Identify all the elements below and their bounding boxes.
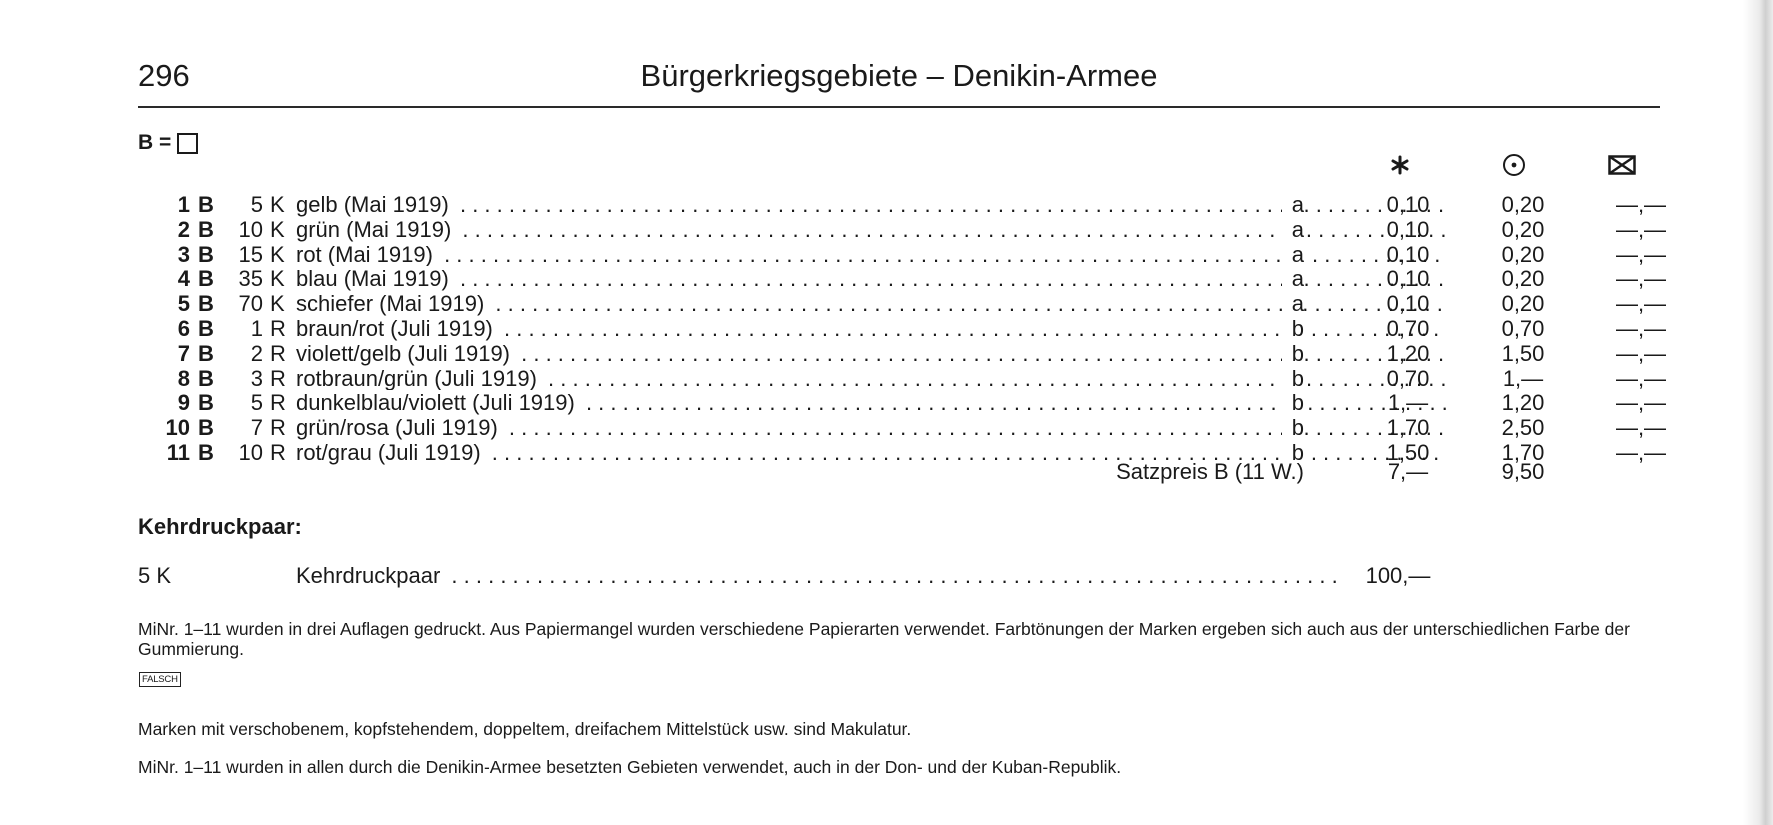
- stamp-suffix: B: [198, 216, 214, 242]
- stamp-row: [138, 316, 1667, 341]
- stamp-row: [138, 291, 1667, 317]
- price-on-cover: —,—: [1615, 440, 1667, 465]
- stamp-description: blau (Mai 1919) . . .: [296, 266, 1446, 291]
- stamp-suffix: B: [198, 415, 214, 441]
- stamp-face-value: 1: [250, 316, 263, 341]
- note-makulatur: Marken mit verschobenem, kopfstehendem, doppeltem, dreifachem Mittelstück usw. sind Makulatur.: [138, 719, 912, 739]
- stamp-field-type: a: [1282, 266, 1304, 291]
- page-header: [138, 52, 1660, 108]
- price-on-cover: —,—: [1615, 291, 1667, 317]
- falsch-badge: FALSCH: [139, 672, 181, 687]
- stamp-face-value: 35: [238, 266, 263, 292]
- stamp-number: 4: [177, 266, 190, 292]
- stamp-row: [138, 241, 1667, 267]
- stamp-suffix: B: [198, 340, 214, 366]
- price-unused: 1,—: [1387, 390, 1429, 416]
- price-unused: 1,50: [1386, 440, 1430, 465]
- stamp-field-type: b: [1282, 415, 1304, 440]
- set-price-used: 9,50: [1501, 459, 1545, 484]
- stamp-number: 3: [177, 241, 190, 267]
- stamp-field-type: b: [1282, 390, 1304, 415]
- stamp-suffix: B: [198, 291, 214, 317]
- stamp-description: rot/grau (Juli 1919) . . .: [296, 440, 1446, 465]
- stamp-suffix: B: [198, 390, 214, 416]
- price-used: 0,70: [1501, 316, 1545, 341]
- legend: [138, 131, 198, 155]
- price-unused: 0,10: [1386, 291, 1430, 317]
- stamp-currency: K: [270, 291, 285, 317]
- stamp-number: 9: [177, 390, 190, 416]
- stamp-number: 6: [177, 316, 190, 341]
- price-on-cover: —,—: [1615, 192, 1667, 217]
- price-unused: 1,70: [1386, 415, 1430, 441]
- stamp-currency: R: [270, 440, 286, 465]
- kehrdruck-heading: Kehrdruckpaar:: [138, 514, 302, 539]
- price-on-cover: —,—: [1615, 216, 1667, 242]
- price-used: 1,—: [1502, 365, 1544, 391]
- stamp-number: 10: [165, 415, 190, 441]
- stamp-description: braun/rot (Juli 1919) . . .: [296, 316, 1446, 341]
- stamp-currency: K: [270, 266, 285, 292]
- stamp-row: [138, 340, 1667, 366]
- stamp-description: rotbraun/grün (Juli 1919) . . .: [296, 366, 1446, 391]
- stamp-field-type: a: [1282, 217, 1304, 242]
- stamp-description: schiefer (Mai 1919) . . .: [296, 291, 1446, 316]
- stamp-suffix: B: [198, 192, 214, 217]
- stamp-field-type: b: [1282, 440, 1304, 465]
- stamp-face-value: 5: [250, 390, 263, 416]
- set-price-unused: 7,—: [1387, 459, 1429, 484]
- star-icon: [1380, 150, 1420, 180]
- stamp-row: [138, 390, 1667, 416]
- stamp-face-value: 10: [238, 216, 263, 242]
- price-on-cover: —,—: [1615, 390, 1667, 416]
- price-on-cover: —,—: [1615, 266, 1667, 292]
- price-used: 0,20: [1501, 192, 1545, 217]
- stamp-face-value: 3: [250, 365, 263, 391]
- stamp-number: 11: [166, 440, 190, 465]
- stamp-suffix: B: [198, 241, 214, 267]
- price-unused: 0,10: [1386, 241, 1430, 267]
- stamp-face-value: 15: [238, 241, 263, 267]
- stamp-field-type: b: [1282, 316, 1304, 341]
- stamp-field-type: a: [1282, 242, 1304, 267]
- kehrdruck-value: 5 K: [138, 563, 172, 588]
- stamp-row: [138, 192, 1667, 217]
- stamp-number: 7: [177, 340, 190, 366]
- stamp-face-value: 5: [250, 192, 263, 217]
- price-unused: 1,20: [1386, 340, 1430, 366]
- stamp-number: 8: [177, 365, 190, 391]
- stamp-currency: K: [270, 241, 285, 267]
- kehrdruck-description: Kehrdruckpaar . . .: [296, 563, 1436, 588]
- price-used: 0,20: [1501, 216, 1545, 242]
- stamp-suffix: B: [198, 440, 214, 465]
- price-used: 2,50: [1501, 415, 1545, 441]
- stamp-face-value: 7: [250, 415, 263, 441]
- stamp-face-value: 70: [238, 291, 263, 317]
- stamp-description: grün (Mai 1919) . . .: [296, 217, 1446, 242]
- price-used: 0,20: [1501, 266, 1545, 292]
- price-unused: 0,70: [1386, 365, 1430, 391]
- price-used: 1,70: [1501, 440, 1545, 465]
- postmark-icon: [1494, 150, 1534, 180]
- stamp-field-type: a: [1282, 291, 1304, 316]
- stamp-number: 5: [177, 291, 190, 317]
- stamp-description: grün/rosa (Juli 1919) . . .: [296, 415, 1446, 440]
- stamp-currency: K: [270, 192, 285, 217]
- envelope-icon: [1602, 150, 1642, 180]
- stamp-number: 2: [177, 216, 190, 242]
- stamp-suffix: B: [198, 365, 214, 391]
- page-number: 296: [138, 58, 190, 93]
- price-on-cover: —,—: [1615, 241, 1667, 267]
- note-editions: MiNr. 1–11 wurden in drei Auflagen gedruckt. Aus Papiermangel wurden verschiedene Papierarten verwendet. Farbtönungen der Marken ergeben sich auch aus der unterschiedlichen Farbe der Gummierung.: [138, 619, 1630, 659]
- square-icon: [177, 133, 198, 154]
- stamp-field-type: b: [1282, 366, 1304, 391]
- stamp-currency: K: [270, 216, 285, 242]
- price-on-cover: —,—: [1615, 415, 1667, 441]
- set-price-label: Satzpreis B (11 W.): [1116, 459, 1304, 484]
- stamp-description: violett/gelb (Juli 1919) . . .: [296, 341, 1446, 366]
- stamp-suffix: B: [198, 316, 214, 341]
- legend-label: B =: [138, 131, 172, 154]
- stamp-face-value: 2: [250, 340, 263, 366]
- stamp-description: dunkelblau/violett (Juli 1919) . . .: [296, 390, 1446, 415]
- price-used: 0,20: [1501, 291, 1545, 317]
- stamp-field-type: b: [1282, 341, 1304, 366]
- kehrdruck-price: 100,—: [1338, 563, 1458, 588]
- stamp-currency: R: [270, 415, 286, 441]
- stamp-row: [138, 415, 1667, 441]
- stamp-suffix: B: [198, 266, 214, 292]
- stamp-description: gelb (Mai 1919) . . .: [296, 192, 1446, 217]
- price-used: 1,50: [1501, 340, 1545, 366]
- price-unused: 0,10: [1386, 216, 1430, 242]
- price-on-cover: —,—: [1615, 340, 1667, 366]
- price-used: 0,20: [1501, 241, 1545, 267]
- kehrdruck-row: [138, 563, 1660, 588]
- page-title: Bürgerkriegsgebiete – Denikin-Armee: [640, 58, 1158, 93]
- stamp-face-value: 10: [238, 440, 263, 465]
- price-unused: 0,10: [1386, 266, 1430, 292]
- stamp-row: [138, 365, 1667, 391]
- stamp-currency: R: [270, 390, 286, 416]
- set-price-row: [138, 459, 1660, 484]
- price-unused: 0,70: [1386, 316, 1430, 341]
- stamp-number: 1: [177, 192, 190, 217]
- page-edge-shadow: [1743, 0, 1773, 825]
- stamp-field-type: a: [1282, 192, 1304, 217]
- stamp-currency: R: [270, 340, 286, 366]
- price-on-cover: —,—: [1615, 365, 1667, 391]
- stamp-description: rot (Mai 1919) . . .: [296, 242, 1446, 267]
- price-used: 1,20: [1501, 390, 1545, 416]
- price-unused: 0,10: [1386, 192, 1430, 217]
- stamp-currency: R: [270, 316, 286, 341]
- stamp-row: [138, 266, 1667, 292]
- note-usage: MiNr. 1–11 wurden in allen durch die Denikin-Armee besetzten Gebieten verwendet, auch in der Don- und der Kuban-Republik.: [138, 757, 1122, 777]
- stamp-currency: R: [270, 365, 286, 391]
- price-on-cover: —,—: [1615, 316, 1667, 341]
- header-rule: [138, 106, 1660, 108]
- stamp-row: [138, 216, 1667, 242]
